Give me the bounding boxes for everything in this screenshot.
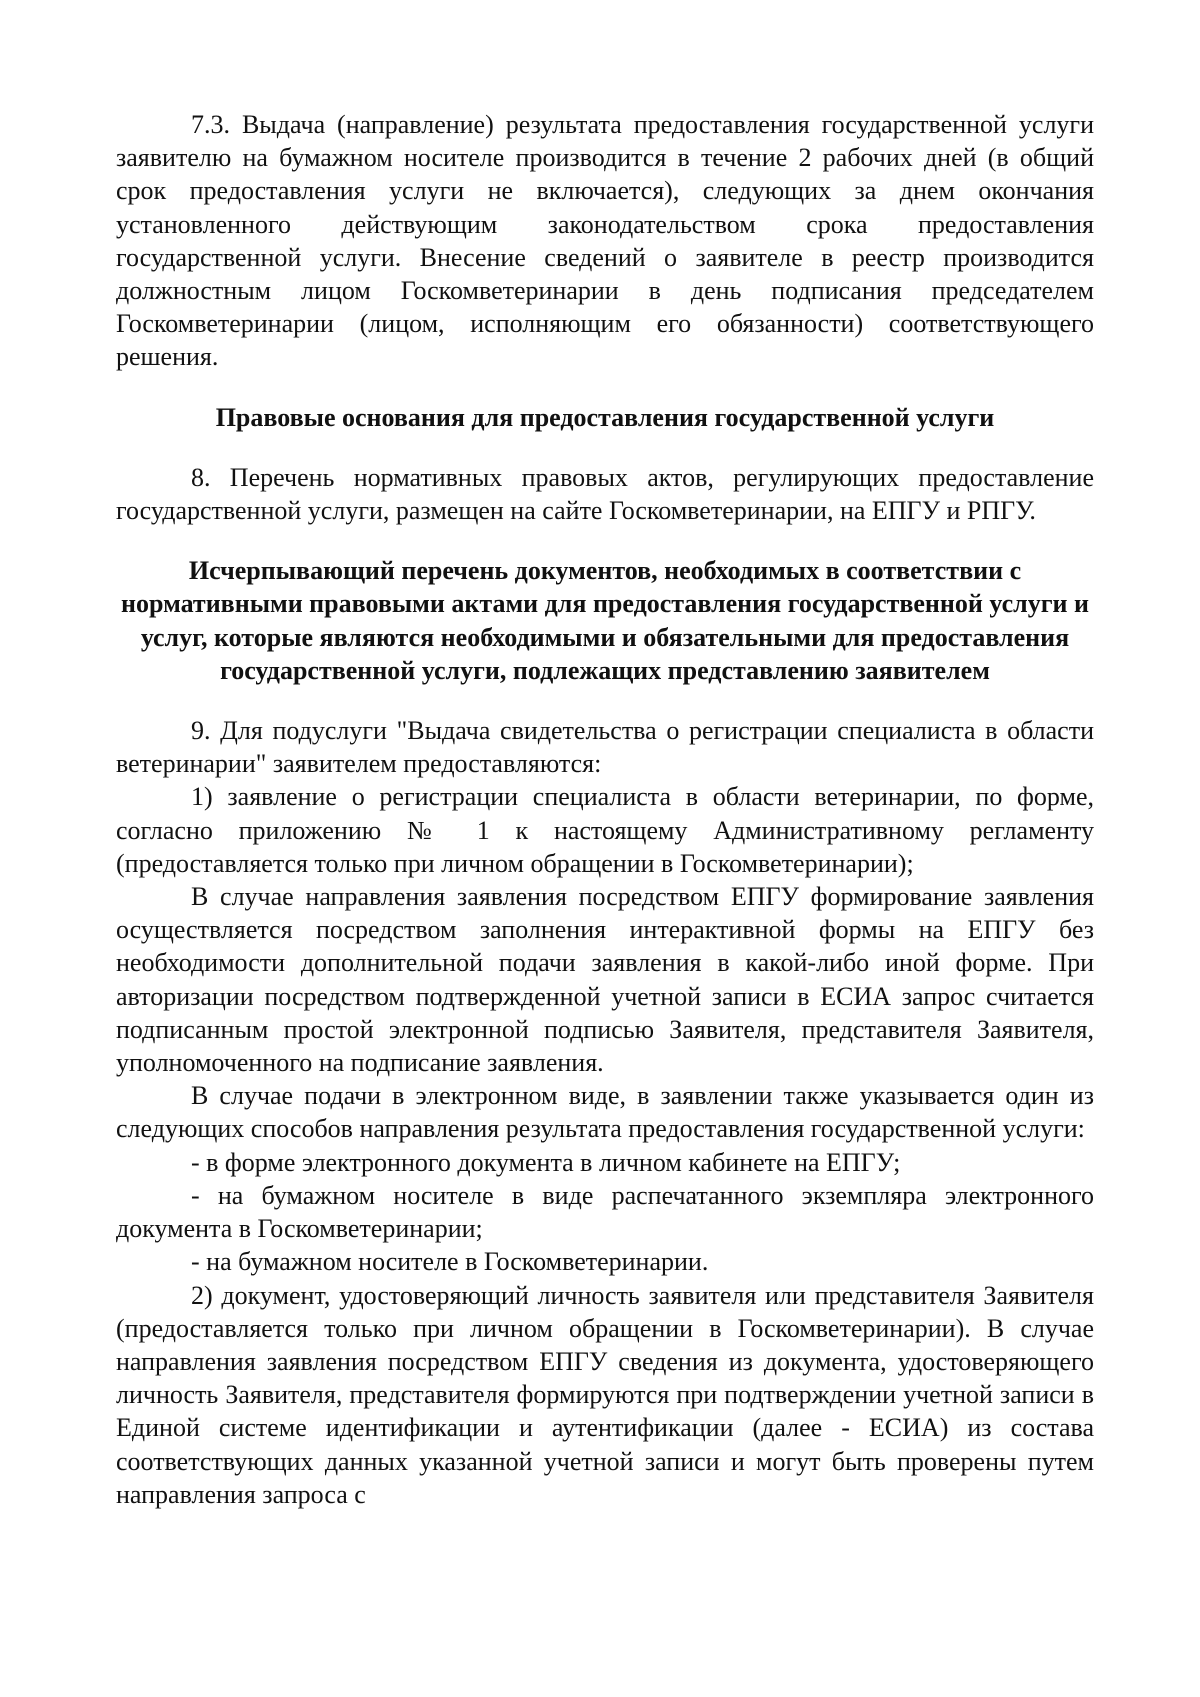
document-page [116,108,1094,1511]
section-heading-legal-basis: Правовые основания для предоставления государственной услуги [215,402,995,432]
list-item-2: 2) документ, удостоверяющий личность заявителя или представителя Заявителя (предоставляется только при личном обращении в Госкомветеринарии). В случае направления заявления посредством ЕПГУ сведения из документа, удостоверяющего личность Заявителя, представителя формируются при подтверждении учетной записи в Единой системе идентификации и аутентификации (далее - ЕСИА) из состава соответствующих данных указанной учетной записи и могут быть проверены путем направления запроса с [116,1280,1094,1509]
section-heading-required-documents: Исчерпывающий перечень документов, необходимых в соответствии с нормативными правовыми актами для предоставления государственной услуги и услуг, которые являются необходимыми и обязательными для предоставления государственной услуги, подлежащих представлению заявителем [121,556,1089,685]
paragraph-8: 8. Перечень нормативных правовых актов, регулирующих предоставление государственной услуги, размещен на сайте Госкомветеринарии, на ЕПГУ и РПГУ. [116,462,1094,526]
delivery-option-1: - в форме электронного документа в личном кабинете на ЕПГУ; [191,1147,901,1177]
paragraph-7-3: 7.3. Выдача (направление) результата предоставления государственной услуги заявителю на бумажном носителе производится в течение 2 рабочих дней (в общий срок предоставления услуги не включается), следующих за днем окончания установленного действующим законодательством срока предоставления государственной услуги. Внесение сведений о заявителе в реестр производится должностным лицом Госкомветеринарии в день подписания председателем Госкомветеринарии (лицом, исполняющим его обязанности) соответствующего решения. [116,110,1094,372]
paragraph-9: 9. Для подуслуги "Выдача свидетельства о регистрации специалиста в области ветеринарии" заявителем предоставляются: [116,716,1094,779]
delivery-option-3: - на бумажном носителе в Госкомветеринарии. [191,1247,709,1277]
list-item-1: 1) заявление о регистрации специалиста в области ветеринарии, по форме, согласно приложению № 1 к настоящему Административному регламенту (предоставляется только при личном обращении в Госкомветеринарии); [116,782,1094,878]
paragraph-epgu: В случае направления заявления посредством ЕПГУ формирование заявления осуществляется посредством заполнения интерактивной формы на ЕПГУ без необходимости дополнительной подачи заявления в какой-либо иной форме. При авторизации посредством подтвержденной учетной записи в ЕСИА запрос считается подписанным простой электронной подписью Заявителя, представителя Заявителя, уполномоченного на подписание заявления. [116,882,1094,1078]
delivery-option-2: - на бумажном носителе в виде распечатанного экземпляра электронного документа в Госкомветеринарии; [116,1180,1094,1244]
paragraph-electronic-submission: В случае подачи в электронном виде, в заявлении также указывается один из следующих способов направления результата предоставления государственной услуги: [116,1081,1094,1144]
